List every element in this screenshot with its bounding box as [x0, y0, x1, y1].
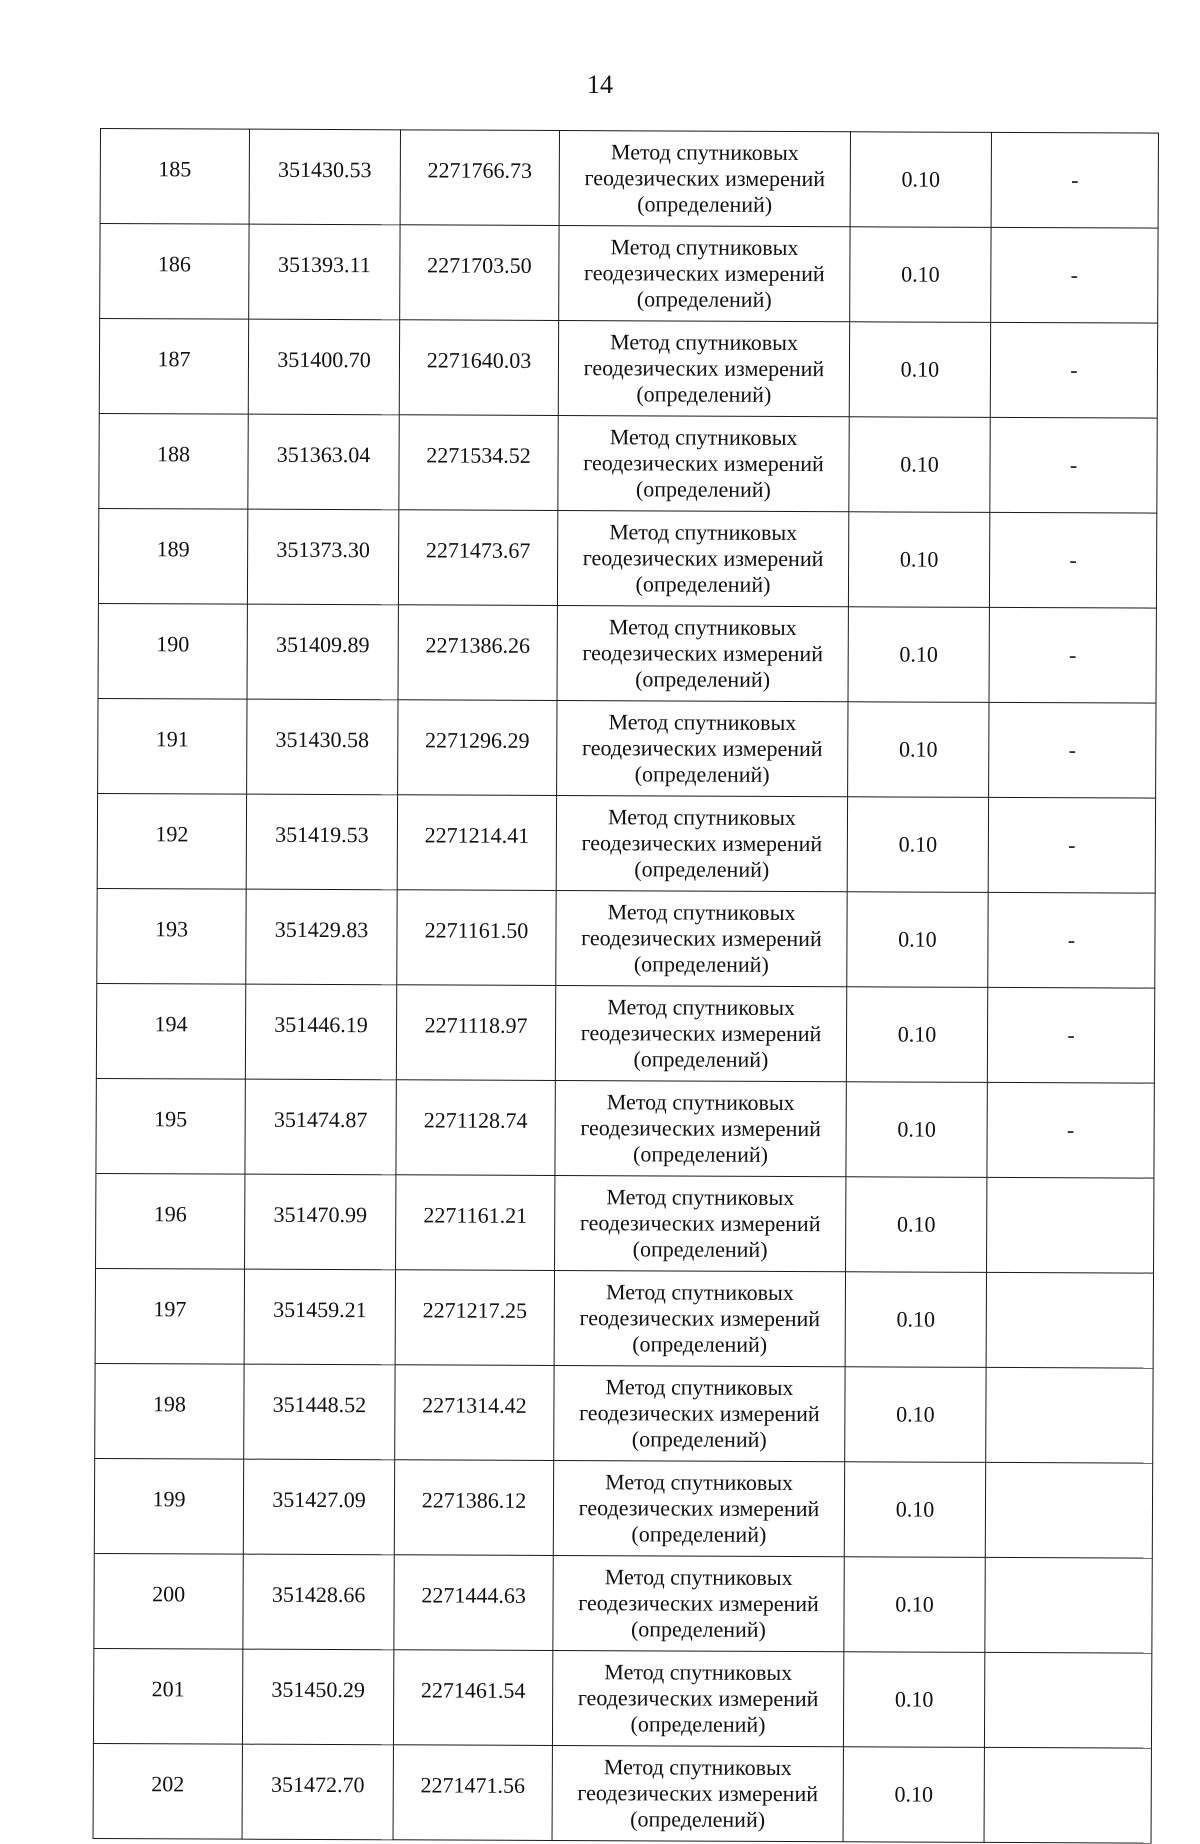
- accuracy-cell: 0.10: [846, 1082, 987, 1178]
- note-cell: -: [988, 797, 1155, 893]
- x-coordinate-cell: 351470.99: [245, 1174, 396, 1270]
- y-coordinate-cell: 2271471.56: [393, 1745, 552, 1841]
- x-coordinate-cell: 351450.29: [242, 1649, 393, 1745]
- accuracy-cell: 0.10: [847, 892, 988, 988]
- accuracy-cell: 0.10: [845, 1272, 986, 1368]
- x-coordinate-cell: 351428.66: [243, 1554, 394, 1650]
- method-cell: [558, 321, 849, 417]
- method-text-line: геодезических измерений: [581, 830, 823, 857]
- method-text-line: геодезических измерений: [582, 545, 824, 572]
- note-cell: -: [987, 1082, 1154, 1178]
- accuracy-cell: 0.10: [843, 1747, 984, 1843]
- method-text-line: (определений): [630, 1806, 766, 1832]
- method-text-line: Метод спутниковых: [609, 519, 798, 546]
- method-cell: [557, 606, 848, 702]
- note-cell: [984, 1652, 1151, 1748]
- method-cell: [559, 226, 850, 322]
- y-coordinate-cell: 2271703.50: [400, 225, 559, 321]
- x-coordinate-cell: 351430.53: [249, 129, 400, 225]
- method-text-line: геодезических измерений: [579, 1305, 821, 1332]
- note-cell: -: [989, 607, 1156, 703]
- y-coordinate-cell: 2271444.63: [394, 1555, 553, 1651]
- method-text-line: Метод спутниковых: [605, 1279, 794, 1306]
- method-text-line: геодезических измерений: [577, 1685, 819, 1712]
- point-number-cell: 190: [98, 603, 247, 699]
- method-text-line: Метод спутниковых: [608, 804, 796, 831]
- method-text-line: (определений): [631, 1426, 767, 1452]
- y-coordinate-cell: 2271296.29: [398, 700, 557, 796]
- note-cell: -: [990, 322, 1157, 418]
- y-coordinate-cell: 2271161.21: [396, 1175, 555, 1271]
- method-text-line: геодезических измерений: [579, 1210, 821, 1237]
- method-text-line: (определений): [633, 1046, 769, 1072]
- method-text-line: (определений): [636, 381, 772, 407]
- method-text-line: Метод спутниковых: [604, 1659, 793, 1686]
- method-text-line: (определений): [637, 191, 773, 217]
- method-cell: [552, 1745, 843, 1841]
- point-number-cell: 186: [100, 224, 249, 320]
- method-text-line: геодезических измерений: [583, 355, 825, 382]
- table-row: [94, 1458, 1152, 1558]
- table-row: [98, 698, 1156, 798]
- table-row: [93, 1648, 1151, 1748]
- method-cell: [558, 416, 849, 512]
- method-text-line: Метод спутниковых: [604, 1564, 793, 1591]
- x-coordinate-cell: 351373.30: [247, 509, 398, 605]
- table-row: [94, 1553, 1152, 1653]
- point-number-cell: 201: [93, 1648, 242, 1744]
- accuracy-cell: 0.10: [843, 1652, 984, 1748]
- x-coordinate-cell: 351474.87: [245, 1079, 396, 1175]
- x-coordinate-cell: 351400.70: [248, 319, 399, 415]
- x-coordinate-cell: 351472.70: [242, 1744, 393, 1840]
- method-text-line: (определений): [632, 1236, 768, 1262]
- point-number-cell: 192: [97, 793, 246, 889]
- method-text-line: (определений): [631, 1521, 767, 1547]
- method-cell: [552, 1650, 843, 1746]
- method-text-line: (определений): [636, 286, 772, 312]
- y-coordinate-cell: 2271473.67: [398, 510, 557, 606]
- x-coordinate-cell: 351429.83: [246, 889, 397, 985]
- y-coordinate-cell: 2271386.12: [394, 1460, 553, 1556]
- y-coordinate-cell: 2271534.52: [399, 415, 558, 511]
- method-text-line: (определений): [630, 1616, 766, 1642]
- point-number-cell: 195: [96, 1078, 245, 1174]
- accuracy-cell: 0.10: [845, 1367, 986, 1463]
- table-row: [95, 1268, 1153, 1368]
- point-number-cell: 198: [95, 1363, 244, 1459]
- note-cell: -: [988, 892, 1155, 988]
- point-number-cell: 197: [95, 1268, 244, 1364]
- accuracy-cell: 0.10: [846, 987, 987, 1083]
- table-row: [100, 224, 1158, 324]
- point-number-cell: 185: [100, 129, 249, 225]
- coordinates-table-wrapper: [93, 128, 1152, 1844]
- y-coordinate-cell: 2271386.26: [398, 605, 557, 701]
- method-text-line: (определений): [635, 666, 771, 692]
- accuracy-cell: 0.10: [848, 702, 989, 798]
- table-row: [98, 603, 1156, 703]
- method-cell: [556, 795, 847, 891]
- method-text-line: геодезических измерений: [577, 1780, 819, 1807]
- method-text-line: (определений): [633, 1141, 769, 1167]
- note-cell: [986, 1272, 1153, 1368]
- method-text-line: Метод спутниковых: [608, 614, 797, 641]
- method-cell: [557, 700, 848, 796]
- x-coordinate-cell: 351448.52: [244, 1364, 395, 1460]
- method-text-line: геодезических измерений: [583, 450, 824, 477]
- method-text-line: Метод спутниковых: [609, 424, 798, 451]
- method-text-line: геодезических измерений: [584, 165, 826, 192]
- method-cell: [554, 1365, 845, 1461]
- x-coordinate-cell: 351419.53: [246, 794, 397, 890]
- note-cell: [987, 1177, 1154, 1273]
- method-text-line: Метод спутниковых: [607, 899, 796, 926]
- y-coordinate-cell: 2271214.41: [397, 795, 556, 891]
- method-text-line: (определений): [634, 761, 770, 787]
- table-row: [99, 319, 1157, 419]
- table-row: [97, 888, 1155, 988]
- point-number-cell: 188: [99, 413, 248, 509]
- table-row: [93, 1743, 1151, 1843]
- method-text-line: геодезических измерений: [584, 260, 825, 287]
- accuracy-cell: 0.10: [848, 512, 989, 608]
- point-number-cell: 191: [98, 698, 247, 794]
- x-coordinate-cell: 351393.11: [249, 224, 400, 320]
- method-text-line: (определений): [635, 476, 771, 502]
- accuracy-cell: 0.10: [849, 322, 990, 418]
- method-text-line: (определений): [632, 1331, 768, 1357]
- y-coordinate-cell: 2271128.74: [396, 1080, 555, 1176]
- note-cell: [986, 1367, 1153, 1463]
- table-row: [96, 1173, 1154, 1273]
- accuracy-cell: 0.10: [848, 607, 989, 703]
- method-text-line: Метод спутниковых: [610, 234, 799, 261]
- x-coordinate-cell: 351430.58: [247, 699, 398, 795]
- coordinates-table: [93, 128, 1159, 1844]
- method-text-line: геодезических измерений: [581, 925, 822, 952]
- method-cell: [554, 1270, 845, 1366]
- table-row: [97, 793, 1155, 893]
- table-row: [96, 983, 1154, 1083]
- page-number: 14: [587, 70, 613, 99]
- method-text-line: Метод спутниковых: [605, 1374, 794, 1401]
- point-number-cell: 196: [96, 1173, 245, 1269]
- note-cell: [985, 1557, 1152, 1653]
- method-text-line: геодезических измерений: [580, 1115, 821, 1142]
- y-coordinate-cell: 2271461.54: [393, 1650, 552, 1746]
- point-number-cell: 194: [96, 983, 245, 1079]
- accuracy-cell: 0.10: [846, 1177, 987, 1273]
- table-row: [95, 1363, 1153, 1463]
- coordinates-table-body: [93, 129, 1158, 1844]
- note-cell: -: [987, 987, 1154, 1083]
- note-cell: -: [989, 702, 1156, 798]
- point-number-cell: 202: [93, 1743, 242, 1839]
- method-text-line: Метод спутниковых: [606, 1184, 795, 1211]
- table-row: [100, 129, 1158, 229]
- method-cell: [555, 1080, 846, 1176]
- y-coordinate-cell: 2271118.97: [396, 985, 555, 1081]
- method-cell: [555, 1175, 846, 1271]
- method-text-line: Метод спутниковых: [610, 329, 799, 356]
- x-coordinate-cell: 351363.04: [248, 414, 399, 510]
- method-cell: [559, 131, 850, 227]
- table-row: [96, 1078, 1154, 1178]
- method-cell: [553, 1555, 844, 1651]
- accuracy-cell: 0.10: [849, 417, 990, 513]
- method-text-line: Метод спутниковых: [608, 709, 797, 736]
- method-text-line: геодезических измерений: [579, 1400, 820, 1427]
- x-coordinate-cell: 351427.09: [243, 1459, 394, 1555]
- x-coordinate-cell: 351459.21: [244, 1269, 395, 1365]
- point-number-cell: 187: [99, 319, 248, 415]
- method-text-line: Метод спутниковых: [603, 1754, 792, 1781]
- method-text-line: геодезических измерений: [578, 1590, 819, 1617]
- method-text-line: геодезических измерений: [578, 1495, 820, 1522]
- y-coordinate-cell: 2271217.25: [395, 1270, 554, 1366]
- accuracy-cell: 0.10: [847, 797, 988, 893]
- point-number-cell: 189: [98, 508, 247, 604]
- x-coordinate-cell: 351409.89: [247, 604, 398, 700]
- method-text-line: (определений): [634, 856, 770, 882]
- accuracy-cell: 0.10: [850, 227, 991, 323]
- method-text-line: геодезических измерений: [580, 1020, 822, 1047]
- y-coordinate-cell: 2271161.50: [397, 890, 556, 986]
- table-row: [98, 508, 1156, 608]
- method-cell: [553, 1460, 844, 1556]
- method-text-line: геодезических измерений: [582, 640, 824, 667]
- method-text-line: Метод спутниковых: [607, 994, 796, 1021]
- note-cell: -: [989, 512, 1156, 608]
- method-text-line: Метод спутниковых: [605, 1469, 794, 1496]
- x-coordinate-cell: 351446.19: [245, 984, 396, 1080]
- note-cell: -: [990, 417, 1157, 513]
- method-text-line: (определений): [630, 1711, 766, 1737]
- method-cell: [555, 985, 846, 1081]
- note-cell: -: [991, 227, 1158, 323]
- method-text-line: Метод спутниковых: [606, 1089, 795, 1116]
- point-number-cell: 200: [94, 1553, 243, 1649]
- accuracy-cell: 0.10: [844, 1557, 985, 1653]
- y-coordinate-cell: 2271640.03: [399, 320, 558, 416]
- method-text-line: (определений): [635, 571, 771, 597]
- method-text-line: (определений): [633, 951, 769, 977]
- note-cell: [984, 1747, 1151, 1843]
- point-number-cell: 193: [97, 888, 246, 984]
- table-row: [99, 413, 1157, 513]
- y-coordinate-cell: 2271314.42: [395, 1365, 554, 1461]
- note-cell: -: [991, 132, 1158, 228]
- y-coordinate-cell: 2271766.73: [400, 130, 559, 226]
- note-cell: [985, 1462, 1152, 1558]
- method-text-line: геодезических измерений: [581, 735, 823, 762]
- point-number-cell: 199: [94, 1458, 243, 1554]
- accuracy-cell: 0.10: [844, 1462, 985, 1558]
- method-cell: [557, 511, 848, 607]
- method-text-line: Метод спутниковых: [610, 139, 799, 166]
- accuracy-cell: 0.10: [850, 132, 991, 228]
- method-cell: [556, 890, 847, 986]
